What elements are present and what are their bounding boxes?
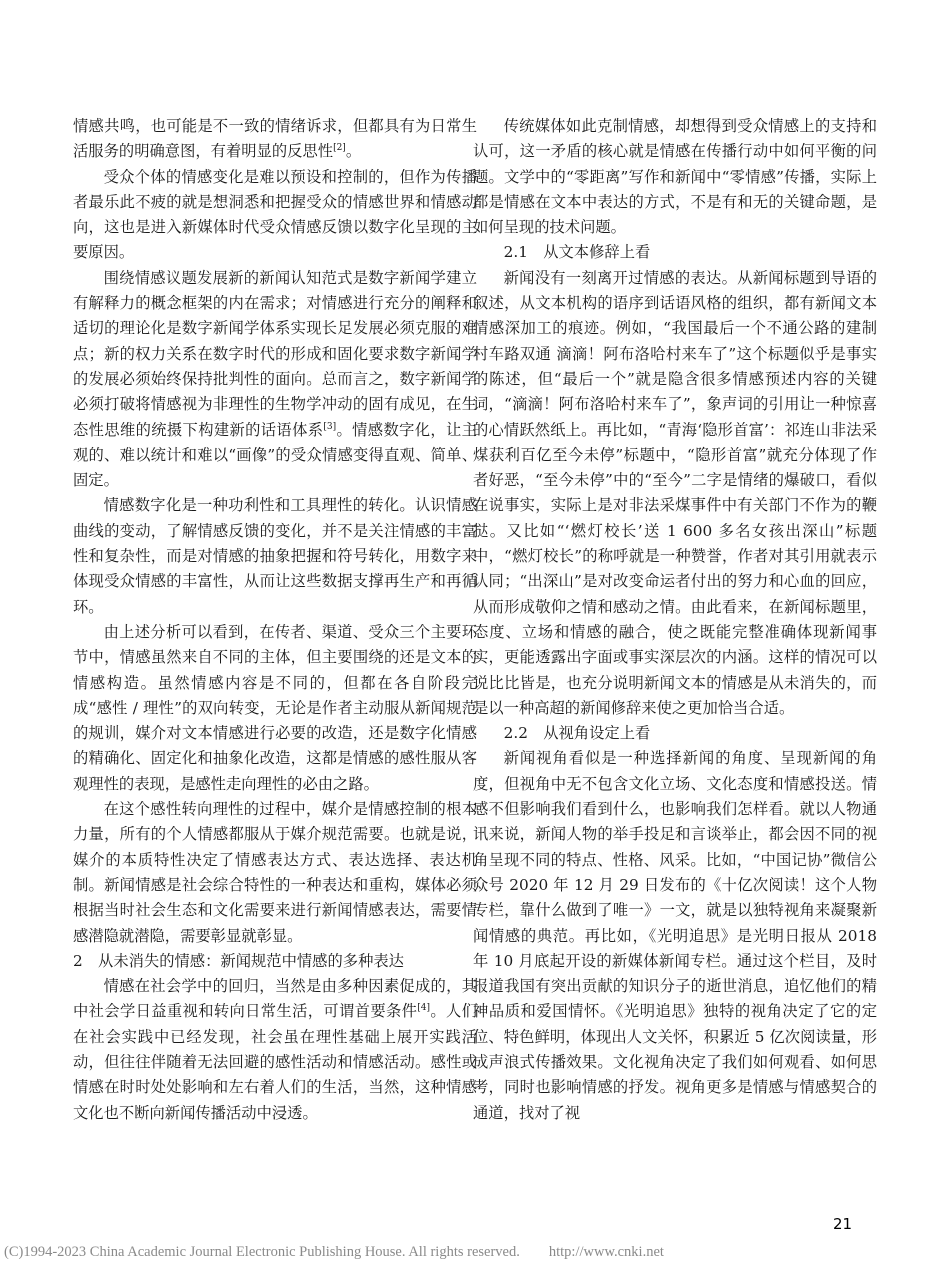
text-run: 情感共鸣，也可能是不一致的情绪诉求，但都具有为日常生活服务的明确意图，有着明显的反思性 (73, 117, 477, 161)
paragraph (73, 266, 477, 494)
text-run: 。人们在社会实践中已经发现，社会虽在理性基础上展开实践活动，但往往伴随着无法回避的感性活动和情感活动。感性或情感在时时处处影响和左右着人们的生活，当然，这种情感文化也不断向新闻传播活动中浸透。 (73, 1002, 477, 1122)
paragraph (73, 493, 477, 619)
paragraph (73, 165, 477, 266)
paragraph (73, 797, 477, 949)
text-run: 情感数字化是一种功利性和工具理性的转化。认识情感曲线的变动，了解情感反馈的变化，并不是关注情感的丰富性和复杂性，而是对情感的抽象把握和符号转化，用数字来体现受众情感的丰富性，从而让这些数据支撑再生产和再循环。 (73, 496, 477, 616)
citation-ref: [4] (417, 1003, 431, 1014)
text-run: 2.2 从视角设定上看 (503, 724, 651, 743)
left-column (73, 114, 477, 1126)
text-run: 2 从未消失的情感：新闻规范中情感的多种表达 (73, 951, 404, 970)
paragraph (473, 266, 877, 721)
text-run: 由上述分析可以看到，在传者、渠道、受众三个主要环节中，情感虽然来自不同的主体，但主要围绕的还是文本的情感构造。虽然情感内容是不同的，但都在各自阶段完成“感性 / 理性”的双向转变，无论是作者主动服从新闻规范的规训，媒介对文本情感进行必要的改造，还是数字化情感的精确化、固定化和抽象化改造，这都是情感的感性服从客观理性的表现，是感性走向理性的必由之路。 (73, 622, 477, 793)
text-run: 。 (345, 142, 362, 161)
text-run: 围绕情感议题发展新的新闻认知范式是数字新闻学建立有解释力的概念框架的内在需求；对情感进行充分的阐释和适切的理论化是数字新闻学体系实现长足发展必须克服的难点；新的权力关系在数字时代的形成和固化要求数字新闻学的发展必须始终保持批判性的面向。总而言之，数字新闻学必须打破将情感视为非理性的生物学冲动的固有成见，在生态性思维的统摄下构建新的话语体系 (73, 268, 477, 439)
text-run: 受众个体的情感变化是难以预设和控制的，但作为传播者最乐此不疲的就是想洞悉和把握受众的情感世界和情感动向，这也是进入新媒体时代受众情感反馈以数字化呈现的主要原因。 (73, 167, 477, 262)
copyright-footer: (C)1994-2023 China Academic Journal Electronic Publishing House. All rights reserved. http://www.cnki.net (4, 1244, 664, 1260)
paragraph (473, 114, 877, 240)
paragraph (73, 974, 477, 1126)
text-run: 传统媒体如此克制情感，却想得到受众情感上的支持和认可，这一矛盾的核心就是情感在传播行动中如何平衡的问题。文学中的“零距离”写作和新闻中“零情感”传播，实际上都是情感在文本中表达的方式，不是有和无的关键命题，是如何呈现的技术问题。 (473, 117, 877, 237)
section-heading (73, 949, 477, 974)
text-run: 。情感数字化，让主观的、难以统计和难以“画像”的受众情感变得直观、简单、固定。 (73, 420, 477, 490)
text-run: 2.1 从文本修辞上看 (503, 243, 651, 262)
paragraph (73, 620, 477, 797)
section-heading (473, 721, 877, 746)
citation-ref: [2] (333, 143, 346, 154)
text-run: 新闻视角看似是一种选择新闻的角度、呈现新闻的角度，但视角中无不包含文化立场、文化态度和情感投送。情感不但影响我们看到什么，也影响我们怎样看。就以人物通讯来说，新闻人物的举手投足和言谈举止，都会因不同的视角呈现不同的特点、性格、风采。比如，“中国记协”微信公众号 2020 年 12 月 29 日发布的《十亿次阅读！这个人物专栏，靠什么做到了唯一》一文，就是以独特视角来凝聚新闻情感的典范。再比如，《光明追思》是光明日报从 2018 年 10 月底起开设的新媒体新闻专栏。通过这个栏目，及时报道我国有突出贡献的知识分子的逝世消息，追忆他们的精神品质和爱国情怀。《光明追思》独特的视角决定了它的定位、特色鲜明，体现出人文关怀，积累近 5 亿次阅读量，形成声浪式传播效果。文化视角决定了我们如何观看、如何思考，同时也影响情感的抒发。视角更多是情感与情感契合的通道，找对了视 (473, 749, 877, 1122)
text-run: 新闻没有一刻离开过情感的表达。从新闻标题到导语的叙述，从文本机构的语序到话语风格的组织，都有新闻文本情感深加工的痕迹。例如，“我国最后一个不通公路的建制村车路双通 滴滴！阿布洛哈村来车了”这个标题似乎是事实的陈述，但“最后一个”就是隐含很多情感预述内容的关键词，“滴滴！阿布洛哈村来车了”，象声词的引用让一种惊喜的心情跃然纸上。再比如，“青海‘隐形首富’：祁连山非法采煤获利百亿至今未停”标题中，“隐形首富”就充分体现了作者好恶，“至今未停”中的“至今”二字是情绪的爆破口，看似在说事实，实际上是对非法采煤事件中有关部门不作为的鞭挞。又比如“‘燃灯校长’送 1 600 多名女孩出深山”标题中，“燃灯校长”的称呼就是一种赞誉，作者对其引用就表示认同；“出深山”是对改变命运者付出的努力和心血的回应，从而形成敬仰之情和感动之情。由此看来，在新闻标题里，态度、立场和情感的融合，使之既能完整准确体现新闻事实，更能透露出字面或事实深层次的内涵。这样的情况可以说比比皆是，也充分说明新闻文本的情感是从未消失的，而是以一种高超的新闻修辞来使之更加恰当合适。 (473, 268, 877, 717)
page-number: 21 (833, 1215, 853, 1233)
paragraph (73, 114, 477, 165)
section-heading (473, 240, 877, 265)
citation-ref: [3] (323, 421, 337, 432)
text-run: 在这个感性转向理性的过程中，媒介是情感控制的根本力量，所有的个人情感都服从于媒介规范需要。也就是说，媒介的本质特性决定了情感表达方式、表达选择、表达机制。新闻情感是社会综合特性的一种表达和重构，媒体必须根据当时社会生态和文化需要来进行新闻情感表达，需要情感潜隐就潜隐，需要彰显就彰显。 (73, 800, 477, 945)
text-run: 情感在社会学中的回归，当然是由多种因素促成的，其中社会学日益重视和转向日常生活，可谓首要条件 (73, 977, 477, 1021)
paragraph (473, 746, 877, 1125)
right-column (473, 114, 877, 1126)
